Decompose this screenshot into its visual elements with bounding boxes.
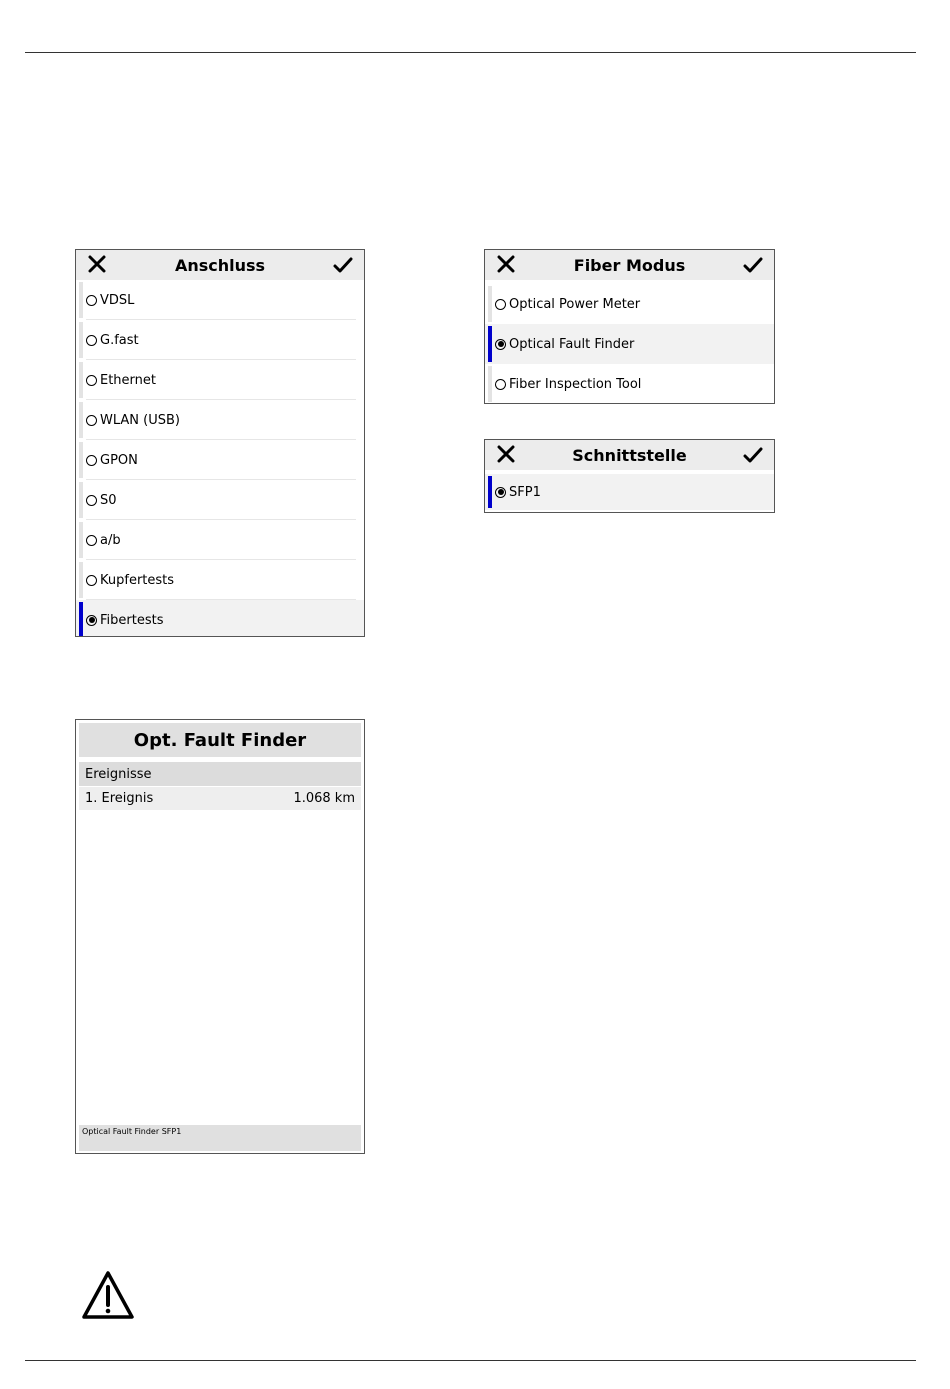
option-label: Kupfertests [100, 572, 175, 588]
fiber-modus-title: Fiber Modus [573, 255, 686, 275]
option-indicator [79, 522, 83, 558]
event-name: 1. Ereignis [85, 791, 154, 806]
option-indicator [79, 602, 83, 637]
option-sfp1[interactable] [485, 474, 774, 510]
option-fiber-inspection-tool[interactable] [485, 364, 774, 404]
option-gpon[interactable] [76, 440, 364, 480]
radio-icon-selected [495, 339, 506, 350]
radio-icon [86, 495, 97, 506]
radio-icon-selected [86, 615, 97, 626]
radio-icon-selected [495, 487, 506, 498]
option-indicator [79, 282, 83, 318]
page-bottom-rule [25, 1360, 916, 1361]
page-top-rule [25, 52, 916, 53]
option-ethernet[interactable] [76, 360, 364, 400]
option-vdsl[interactable] [76, 280, 364, 320]
option-indicator [79, 562, 83, 598]
radio-icon [86, 335, 97, 346]
radio-icon [86, 415, 97, 426]
fiber-modus-titlebar [485, 250, 774, 280]
option-indicator [488, 476, 492, 508]
option-kupfertests[interactable] [76, 560, 364, 600]
checkmark-icon[interactable] [742, 444, 764, 466]
option-fibertests[interactable] [76, 600, 364, 637]
option-label: a/b [100, 532, 121, 548]
option-indicator [79, 482, 83, 518]
schnittstelle-dialog [484, 439, 775, 513]
radio-icon [495, 379, 506, 390]
fiber-modus-dialog [484, 249, 775, 404]
anschluss-title: Anschluss [174, 255, 266, 275]
option-label: VDSL [100, 292, 135, 308]
radio-icon [86, 575, 97, 586]
option-indicator [488, 366, 492, 402]
option-label: Optical Fault Finder [509, 336, 635, 352]
radio-icon [86, 535, 97, 546]
schnittstelle-title: Schnittstelle [572, 445, 687, 465]
warning-triangle-icon [81, 1270, 135, 1320]
option-optical-power-meter[interactable] [485, 284, 774, 324]
radio-icon [86, 455, 97, 466]
close-icon[interactable] [86, 253, 108, 275]
option-label: Fiber Inspection Tool [509, 376, 642, 392]
event-distance: 1.068 km [293, 791, 355, 806]
radio-icon [86, 375, 97, 386]
option-gfast[interactable] [76, 320, 364, 360]
schnittstelle-titlebar [485, 440, 774, 470]
radio-icon [495, 299, 506, 310]
option-label: Fibertests [100, 612, 164, 628]
radio-icon [86, 295, 97, 306]
anschluss-options [76, 280, 364, 637]
option-indicator [79, 402, 83, 438]
option-label: SFP1 [509, 484, 541, 500]
option-wlan-usb[interactable] [76, 400, 364, 440]
option-label: Optical Power Meter [509, 296, 641, 312]
close-icon[interactable] [495, 443, 517, 465]
status-footer: Optical Fault Finder SFP1 [79, 1125, 361, 1151]
option-label: S0 [100, 492, 117, 508]
option-s0[interactable] [76, 480, 364, 520]
option-optical-fault-finder[interactable] [485, 324, 774, 364]
option-label: GPON [100, 452, 138, 468]
option-indicator [488, 326, 492, 362]
anschluss-dialog [75, 249, 365, 637]
event-row[interactable] [79, 787, 361, 810]
checkmark-icon[interactable] [742, 254, 764, 276]
option-label: Ethernet [100, 372, 156, 388]
option-indicator [79, 362, 83, 398]
checkmark-icon[interactable] [332, 254, 354, 276]
anschluss-titlebar [76, 250, 364, 280]
fault-finder-title: Opt. Fault Finder [79, 723, 361, 757]
option-label: WLAN (USB) [100, 412, 180, 428]
option-ab[interactable] [76, 520, 364, 560]
option-indicator [79, 322, 83, 358]
option-indicator [79, 442, 83, 478]
events-header: Ereignisse [79, 762, 361, 786]
option-label: G.fast [100, 332, 139, 348]
option-indicator [488, 286, 492, 322]
fault-finder-screen [75, 719, 365, 1154]
close-icon[interactable] [495, 253, 517, 275]
